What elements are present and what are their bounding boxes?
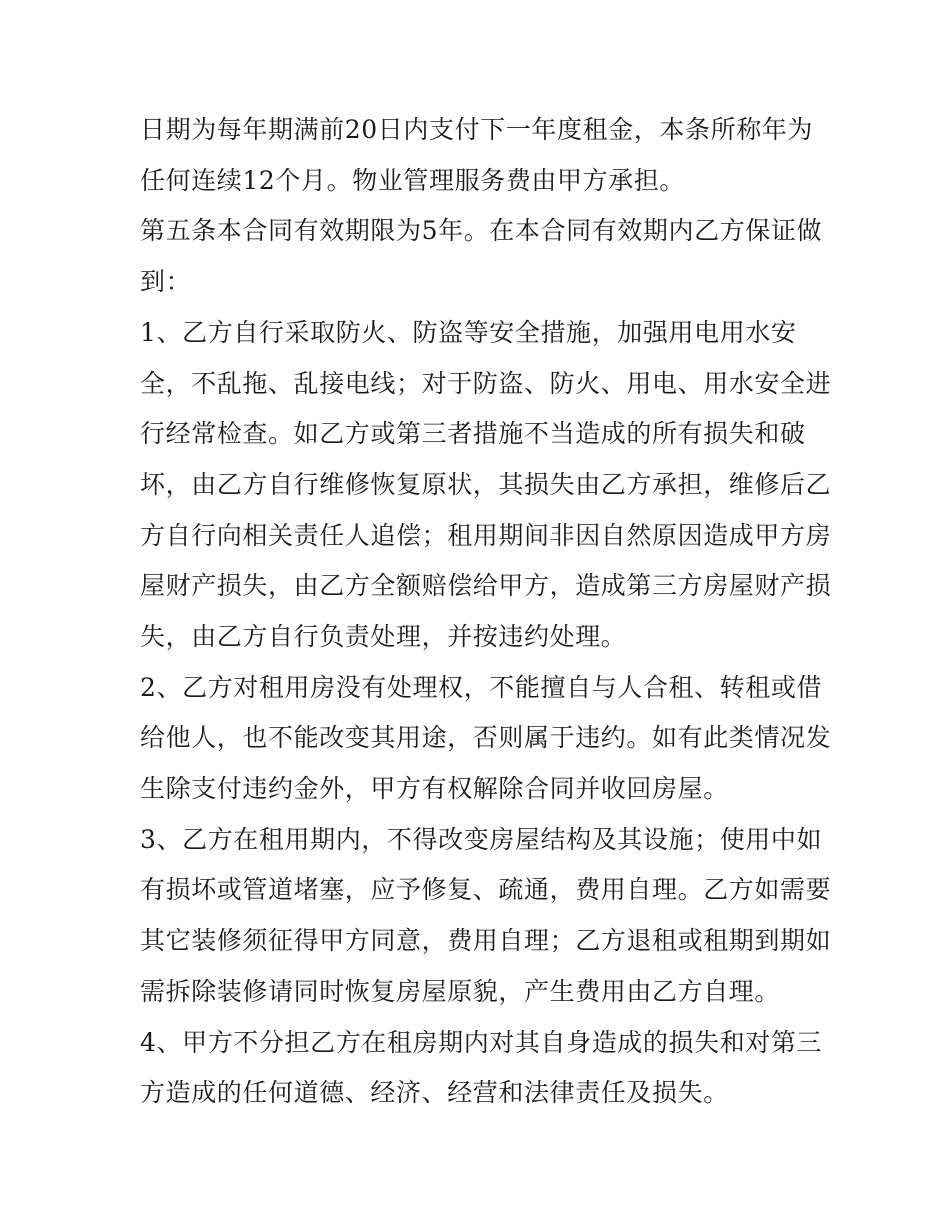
- text-line: 第五条本合同有效期限为5年。在本合同有效期内乙方保证做: [140, 216, 823, 245]
- text-line: 1、乙方自行采取防火、防盗等安全措施，加强用电用水安: [140, 318, 797, 347]
- text-line: 有损坏或管道堵塞，应予修复、疏通，费用自理。乙方如需要: [140, 875, 832, 904]
- text-line: 方造成的任何道德、经济、经营和法律责任及损失。: [140, 1078, 729, 1107]
- text-line: 方自行向相关责任人追偿；租用期间非因自然原因造成甲方房: [140, 521, 832, 550]
- text-line: 日期为每年期满前20日内支付下一年度租金，本条所称年为: [140, 115, 814, 144]
- text-line: 2、乙方对租用房没有处理权，不能擅自与人合租、转租或借: [140, 673, 823, 702]
- text-line: 屋财产损失，由乙方全额赔偿给甲方，造成第三方房屋财产损: [140, 571, 832, 600]
- text-line: 4、甲方不分担乙方在租房期内对其自身造成的损失和对第三: [140, 1028, 823, 1057]
- text-line: 坏，由乙方自行维修恢复原状，其损失由乙方承担，维修后乙: [140, 470, 832, 499]
- text-line: 其它装修须征得甲方同意，费用自理；乙方退租或租期到期如: [140, 926, 832, 955]
- text-line: 到：: [140, 267, 192, 296]
- text-line: 需拆除装修请同时恢复房屋原貌，产生费用由乙方自理。: [140, 977, 781, 1006]
- text-line: 给他人，也不能改变其用途，否则属于违约。如有此类情况发: [140, 723, 832, 752]
- text-line: 失，由乙方自行负责处理，并按违约处理。: [140, 622, 627, 651]
- text-line: 全，不乱拖、乱接电线；对于防盗、防火、用电、用水安全进: [140, 369, 832, 398]
- text-line: 3、乙方在租用期内，不得改变房屋结构及其设施；使用中如: [140, 825, 823, 854]
- text-line: 行经常检查。如乙方或第三者措施不当造成的所有损失和破: [140, 419, 806, 448]
- text-line: 任何连续12个月。物业管理服务费由甲方承担。: [140, 166, 686, 195]
- text-line: 生除支付违约金外，甲方有权解除合同并收回房屋。: [140, 774, 729, 803]
